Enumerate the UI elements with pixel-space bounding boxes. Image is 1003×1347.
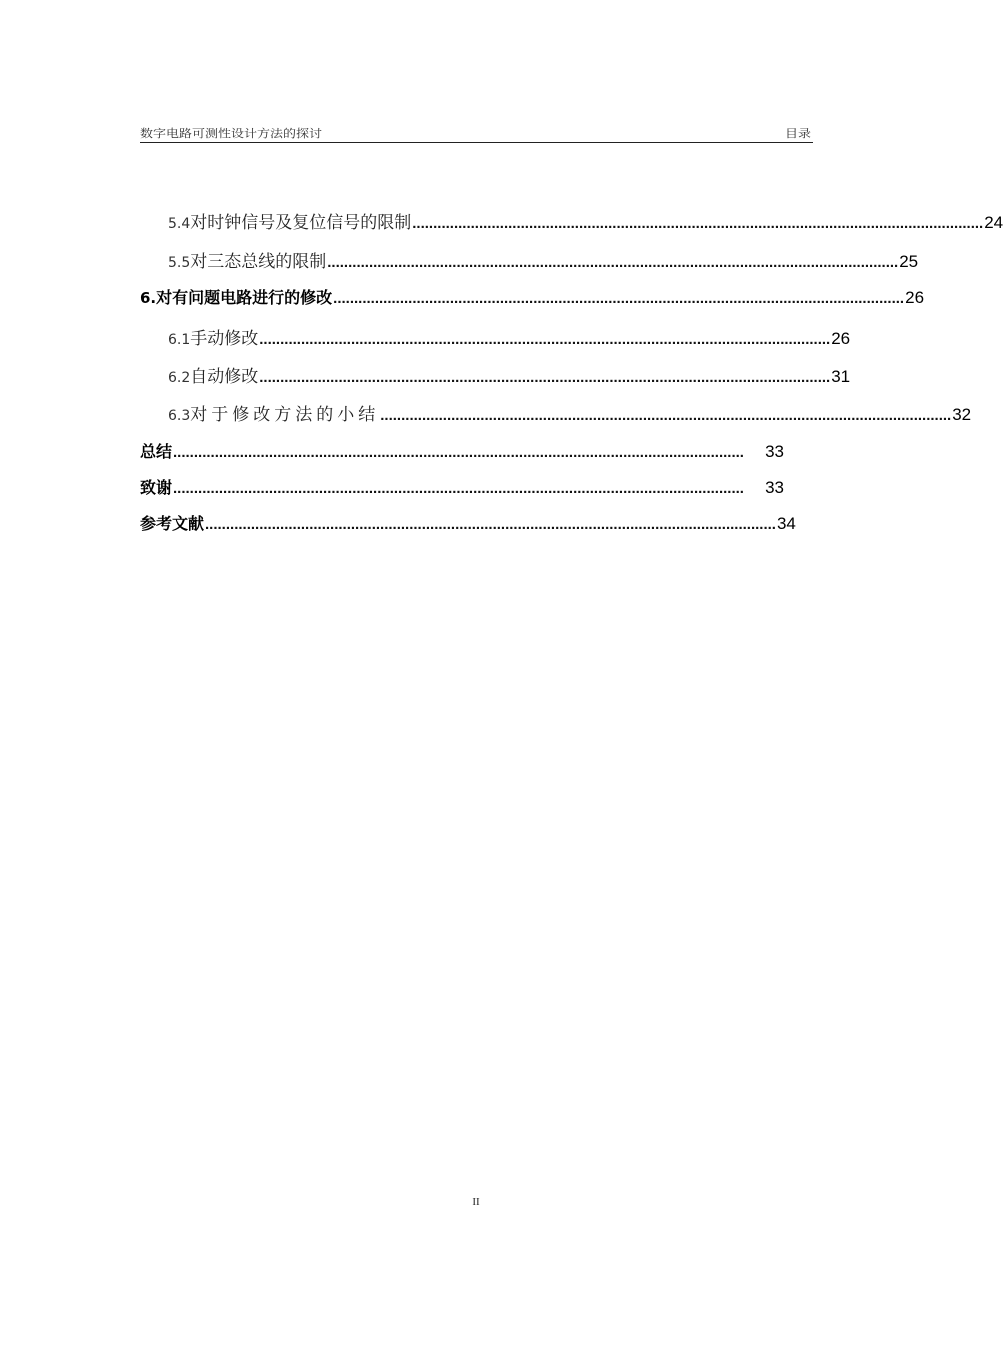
toc-leader-dots: ......................................................................................................................................... — [205, 516, 776, 533]
header-document-title: 数字电路可测性设计方法的探讨 — [140, 127, 323, 141]
toc-entry-title: 总结 — [140, 442, 173, 461]
toc-entry-number: 6.3 — [168, 408, 191, 424]
toc-entry-chapter-6[interactable] — [140, 285, 925, 311]
running-header — [140, 124, 813, 143]
toc-entry-page: 26 — [831, 329, 851, 348]
toc-entry-title: 致谢 — [140, 478, 173, 497]
toc-entry-page: 25 — [899, 252, 919, 271]
toc-entry-5-4[interactable] — [168, 208, 1003, 234]
toc-entry-number: 5.5 — [168, 255, 191, 271]
header-section-title: 目录 — [784, 127, 811, 141]
toc-entry-title: 对有问题电路进行的修改 — [156, 288, 333, 307]
toc-entry-title: 自动修改 — [190, 367, 259, 387]
toc-leader-dots: ......................................................................................................................................... — [380, 407, 952, 424]
toc-entry-page: 33 — [765, 442, 784, 461]
toc-entry-6-1[interactable] — [168, 324, 851, 350]
toc-entry-page: 24 — [984, 213, 1003, 232]
toc-entry-references[interactable] — [140, 511, 796, 537]
toc-entry-title: 参考文献 — [140, 514, 205, 533]
toc-entry-number: 5.4 — [168, 216, 191, 232]
toc-leader-dots: ......................................................................................................................................... — [173, 480, 744, 497]
page-number: II — [472, 1196, 480, 1208]
toc-entry-page: 32 — [952, 405, 972, 424]
toc-entry-title: 对三态总线的限制 — [190, 252, 327, 272]
toc-leader-dots: ......................................................................................................................................... — [327, 254, 899, 271]
toc-entry-number: 6.2 — [168, 370, 191, 386]
toc-entry-acknowledgements[interactable] — [140, 475, 784, 501]
toc-leader-dots: ......................................................................................................................................... — [333, 290, 905, 307]
toc-entry-number: 6. — [140, 289, 157, 307]
toc-leader-dots: ......................................................................................................................................... — [412, 215, 984, 232]
toc-entry-title: 对时钟信号及复位信号的限制 — [190, 213, 412, 233]
toc-entry-6-2[interactable] — [168, 362, 851, 388]
toc-entry-number: 6.1 — [168, 332, 191, 348]
toc-entry-summary[interactable] — [140, 439, 784, 465]
toc-entry-title: 手动修改 — [190, 329, 259, 349]
toc-entry-6-3[interactable] — [168, 400, 972, 426]
toc-entry-page: 31 — [831, 367, 851, 386]
toc-entry-5-5[interactable] — [168, 247, 919, 273]
toc-leader-dots: ......................................................................................................................................... — [259, 331, 831, 348]
toc-entry-page: 34 — [776, 514, 796, 533]
toc-leader-dots: ......................................................................................................................................... — [259, 369, 831, 386]
toc-entry-page: 33 — [765, 478, 784, 497]
toc-entry-page: 26 — [905, 288, 925, 307]
toc-leader-dots: ......................................................................................................................................... — [173, 444, 744, 461]
toc-entry-title: 对于修改方法的小结 — [190, 405, 380, 425]
